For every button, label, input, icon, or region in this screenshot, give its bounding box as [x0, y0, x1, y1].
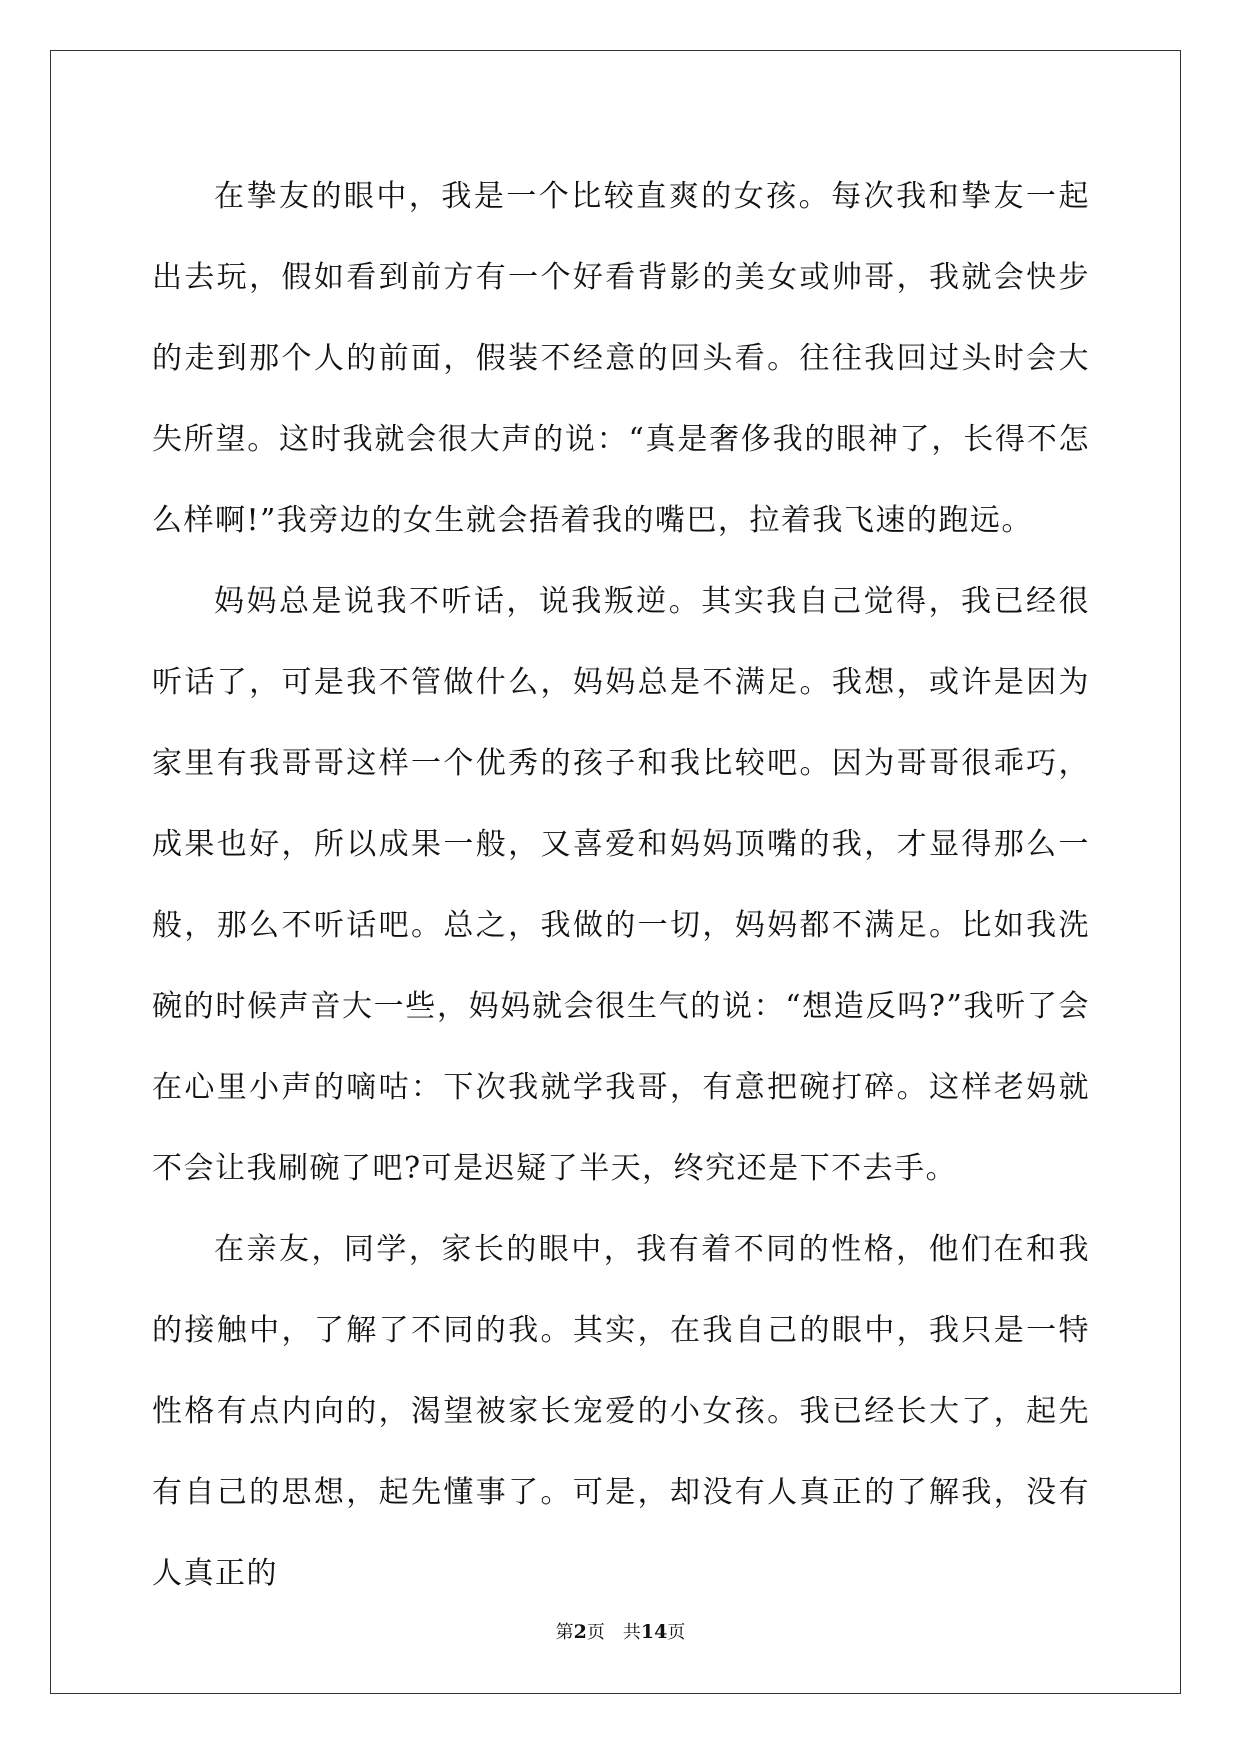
total-suffix: 页 — [667, 1622, 686, 1643]
total-prefix: 共 — [622, 1622, 641, 1643]
paragraph-3: 在亲友，同学，家长的眼中，我有着不同的性格，他们在和我的接触中，了解了不同的我。其实，在我自己的眼中，我只是一特性格有点内向的，渴望被家长宠爱的小女孩。我已经长大了，起先有自己的思想，起先懂事了。可是，却没有人真正的了解我，没有人真正的 — [152, 1232, 1090, 1591]
paragraph-2: 妈妈总是说我不听话，说我叛逆。其实我自己觉得，我已经很听话了，可是我不管做什么，妈妈总是不满足。我想，或许是因为家里有我哥哥这样一个优秀的孩子和我比较吧。因为哥哥很乖巧，成果也好，所以成果一般，又喜爱和妈妈顶嘴的我，才显得那么一般，那么不听话吧。总之，我做的一切，妈妈都不满足。比如我洗碗的时候声音大一些，妈妈就会很生气的说：“想造反吗?”我听了会在心里小声的嘀咕：下次我就学我哥，有意把碗打碎。这样老妈就不会让我刷碗了吧?可是迟疑了半天，终究还是下不去手。 — [152, 584, 1090, 1186]
page-footer — [0, 1618, 1241, 1644]
page-total: 14 — [640, 1621, 668, 1643]
page-current: 2 — [573, 1621, 587, 1643]
page-suffix: 页 — [586, 1622, 605, 1643]
paragraph-1: 在挚友的眼中，我是一个比较直爽的女孩。每次我和挚友一起出去玩，假如看到前方有一个好看背影的美女或帅哥，我就会快步的走到那个人的前面，假装不经意的回头看。往往我回过头时会大失所望。这时我就会很大声的说：“真是奢侈我的眼神了，长得不怎么样啊!”我旁边的女生就会捂着我的嘴巴，拉着我飞速的跑远。 — [152, 179, 1090, 538]
page-prefix: 第 — [555, 1622, 574, 1643]
document-body — [152, 156, 1090, 1614]
